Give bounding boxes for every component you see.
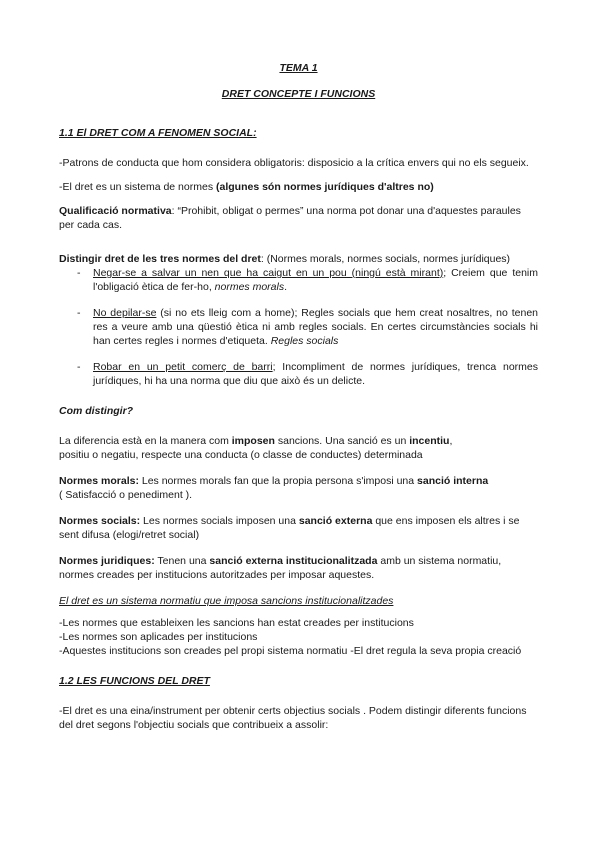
paragraph-patrons: -Patrons de conducta que hom considera obligatoris: disposicio a la crítica envers qui no els segueix. <box>59 157 529 169</box>
example-italic: normes morals <box>214 281 285 293</box>
paragraph-funcions: -El dret es una eina/instrument per obtenir certs objectius socials . Podem distingir diferents funcions del dret segons l'objectiu socials que contribueix a assolir: <box>59 705 527 731</box>
socials-tail: que ens imposen els altres i se sent difusa (elogi/retret social) <box>59 515 520 541</box>
definition-line: El dret es un sistema normatiu que imposa sancions institucionalitzades <box>59 595 394 607</box>
socials-label: Normes socials: <box>59 515 141 527</box>
sistema-bold: (algunes són normes jurídiques d'altres no) <box>215 181 434 193</box>
example-text: ; Incompliment de normes jurídiques, trenca normes jurídiques, hi ha una norma que diu que això és un delicte. <box>93 361 538 387</box>
juridiques-tail: amb un sistema normatiu, <box>377 555 502 567</box>
morals-bold: sanció interna <box>417 475 489 487</box>
list-item: -Les normes que estableixen les sancions han estat creades per institucions <box>59 617 414 629</box>
example-text: ; Creiem que tenim l'obligació ètica de fer-ho, <box>93 267 539 293</box>
list-item <box>59 306 538 348</box>
example-italic: Regles socials <box>270 335 339 347</box>
paragraph-normes-morals <box>59 474 538 502</box>
paragraph-diferencia <box>59 434 538 462</box>
morals-label: Normes morals: <box>59 475 139 487</box>
section-heading-2: 1.2 LES FUNCIONS DEL DRET <box>59 675 210 687</box>
com-distingir-heading: Com distingir? <box>59 405 134 417</box>
juridiques-bold: sanció externa institucionalitzada <box>209 555 378 567</box>
examples-list <box>59 266 538 388</box>
diferencia-text: sancions. Una sanció es un <box>274 435 410 447</box>
paragraph-qualificacio <box>59 204 538 232</box>
paragraph-normes-socials <box>59 514 538 542</box>
juridiques-text: Tenen una <box>154 555 210 567</box>
tema-label: TEMA 1 <box>279 62 318 74</box>
paragraph-sistema <box>59 180 538 194</box>
diferencia-text: , <box>449 435 453 447</box>
list-item <box>59 360 538 388</box>
example-tail: . <box>284 281 288 293</box>
sistema-text: -El dret es un sistema de normes <box>59 181 216 193</box>
qualificacio-text: : “Prohibit, obligat o permes” una norma pot donar una d'aquestes paraules per cada cas. <box>59 205 521 231</box>
distingir-label: Distingir dret de les tres normes del dret <box>59 253 261 265</box>
morals-line2: ( Satisfacció o penediment ). <box>59 489 193 501</box>
example-underlined: No depilar-se <box>93 307 157 319</box>
page-title: DRET CONCEPTE I FUNCIONS <box>221 88 376 100</box>
list-item: -Aquestes institucions son creades pel propi sistema normatiu -El dret regula la seva propia creació <box>59 645 522 657</box>
list-item <box>59 266 538 294</box>
diferencia-line2: positiu o negatiu, respecte una conducta (o classe de conductes) determinada <box>59 449 423 461</box>
diferencia-text: La diferencia està en la manera com <box>59 435 232 447</box>
paragraph-normes-juridiques <box>59 554 538 582</box>
list-item: -Les normes son aplicades per institucions <box>59 631 258 643</box>
socials-bold: sanció externa <box>298 515 373 527</box>
example-underlined: Robar en un petit comerç de barri <box>93 361 273 373</box>
example-underlined: Negar-se a salvar un nen que ha caigut en un pou (ningú està mirant) <box>93 267 444 279</box>
qualificacio-label: Qualificació normativa <box>59 205 172 217</box>
incentiu-bold: incentiu <box>409 435 450 447</box>
morals-text: Les normes morals fan que la propia persona s'imposi una <box>138 475 418 487</box>
distingir-text: : (Normes morals, normes socials, normes jurídiques) <box>260 253 511 265</box>
juridiques-line2: normes creades per institucions autoritzades per imposar aquestes. <box>59 569 375 581</box>
example-text: (si no ets lleig com a home); Regles socials que hem creat nosaltres, no tenen res a veure amb una qüestió ètica ni amb regles socials. En certes circumstàncies socials hi han certes regles i normes d'etiqueta. <box>93 307 538 347</box>
institutions-list <box>59 616 538 658</box>
imposen-bold: imposen <box>231 435 275 447</box>
section-heading-1: 1.1 El DRET COM A FENOMEN SOCIAL: <box>59 127 257 139</box>
juridiques-label: Normes juridiques: <box>59 555 155 567</box>
paragraph-distingir <box>59 252 538 266</box>
socials-text: Les normes socials imposen una <box>140 515 299 527</box>
